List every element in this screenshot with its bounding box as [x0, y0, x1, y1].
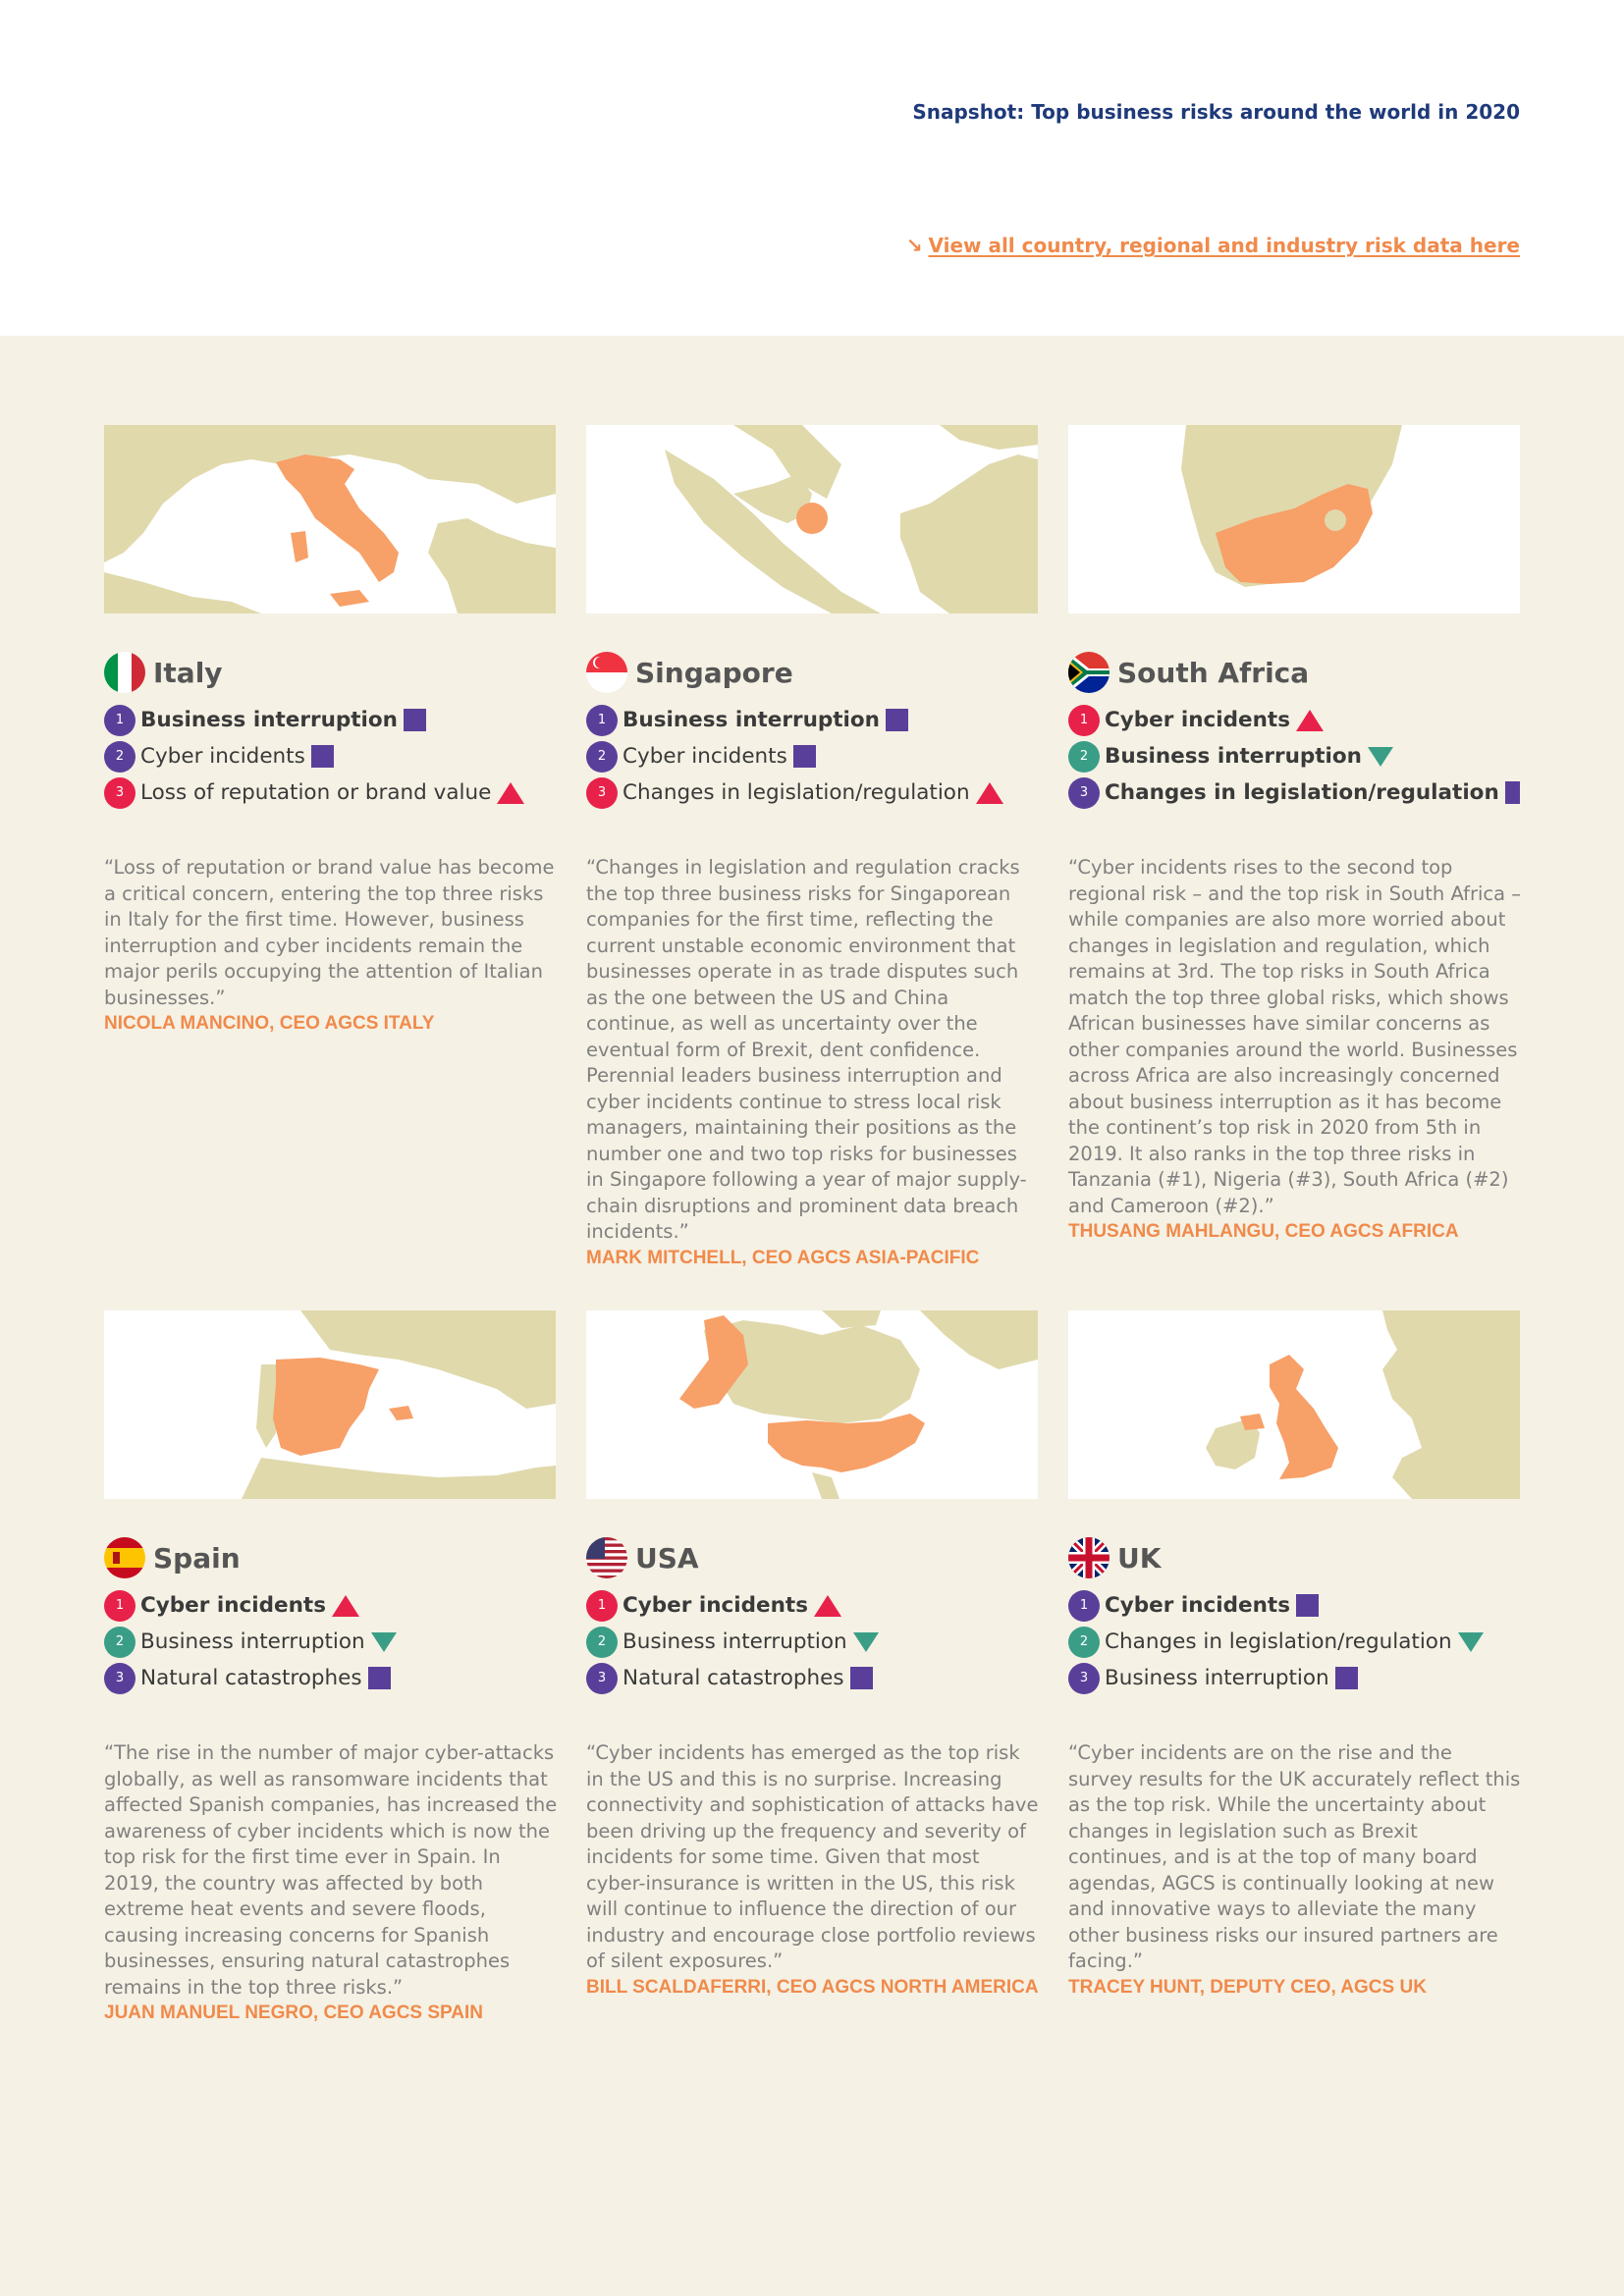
risk-label: Cyber incidents [1105, 708, 1290, 732]
usa-flag-icon [586, 1537, 627, 1578]
spain-map-graphic [104, 1310, 556, 1499]
rank-badge: 1 [1068, 1590, 1100, 1622]
rank-badge: 2 [586, 741, 618, 773]
quote-author: THUSANG MAHLANGU, CEO AGCS AFRICA [1068, 1221, 1459, 1242]
risk-item [586, 702, 1038, 738]
italy-map-graphic [104, 425, 556, 614]
south-africa-map-graphic [1068, 425, 1520, 614]
risk-item [1068, 702, 1520, 738]
risk-label: Cyber incidents [623, 744, 787, 769]
trend-same-icon [1296, 1594, 1319, 1617]
trend-same-icon [311, 745, 334, 768]
risk-label: Cyber incidents [140, 744, 305, 769]
rank-badge: 1 [586, 705, 618, 736]
country-card-spain [104, 1310, 556, 2026]
uk-map [1068, 1310, 1520, 1499]
trend-down-icon [371, 1632, 397, 1652]
rank-badge: 3 [586, 1663, 618, 1694]
risk-label: Business interruption [1105, 744, 1362, 769]
risk-data-link-text[interactable]: View all country, regional and industry risk data here [928, 234, 1520, 257]
risk-list [1068, 702, 1520, 811]
trend-up-icon [497, 782, 524, 804]
country-heading [586, 651, 1038, 694]
quote-author: MARK MITCHELL, CEO AGCS ASIA-PACIFIC [586, 1247, 980, 1268]
trend-down-icon [1458, 1632, 1484, 1652]
page-header [0, 0, 1624, 336]
risk-item [104, 1587, 556, 1624]
rank-badge: 3 [1068, 1663, 1100, 1694]
uk-flag-icon [1068, 1537, 1110, 1578]
trend-up-icon [1296, 710, 1324, 731]
trend-up-icon [332, 1595, 359, 1617]
risk-item [104, 702, 556, 738]
risk-item [586, 1660, 1038, 1696]
risk-list [1068, 1587, 1520, 1696]
risk-list [586, 1587, 1038, 1696]
risk-item [1068, 738, 1520, 774]
trend-up-icon [976, 782, 1003, 804]
trend-down-icon [853, 1632, 879, 1652]
country-name: Singapore [635, 656, 793, 689]
quote-author: BILL SCALDAFERRI, CEO AGCS NORTH AMERICA [586, 1976, 1039, 1998]
rank-badge: 1 [586, 1590, 618, 1622]
quote-text: “Changes in legislation and regulation cracks the top three business risks for Singaporean companies for the first time, reflecting the current unstable economic environment that businesses operate in as trade disputes such as the one between the US and China continue, as well as uncertainty over the eventual form of Brexit, dent confidence. Perennial leaders business interruption and cyber incidents continue to stress local risk managers, maintaining their positions as the number one and two top risks for businesses in Singapore following a year of major supply-chain disruptions and prominent data breach incidents.” [586, 856, 1027, 1243]
country-card-italy [104, 425, 556, 1037]
usa-map [586, 1310, 1038, 1499]
risk-label: Changes in legislation/regulation [1105, 1629, 1452, 1654]
risk-label: Cyber incidents [1105, 1593, 1290, 1618]
rank-badge: 2 [104, 741, 135, 773]
country-heading [104, 651, 556, 694]
trend-same-icon [404, 709, 426, 731]
risk-item [586, 774, 1038, 811]
risk-item [1068, 1587, 1520, 1624]
risk-label: Cyber incidents [140, 1593, 326, 1618]
country-heading [1068, 1536, 1520, 1579]
risk-label: Changes in legislation/regulation [1105, 780, 1499, 805]
page-title: Snapshot: Top business risks around the world in 2020 [912, 100, 1520, 124]
usa-map-graphic [586, 1310, 1038, 1499]
rank-badge: 1 [1068, 705, 1100, 736]
trend-down-icon [1368, 747, 1393, 767]
risk-item [586, 1624, 1038, 1660]
risk-label: Business interruption [1105, 1666, 1329, 1690]
risk-label: Business interruption [140, 1629, 365, 1654]
country-name: USA [635, 1541, 699, 1575]
quote-text: “Cyber incidents has emerged as the top risk in the US and this is no surprise. Increasing connectivity and sophistication of attacks have been driving up the frequency and severity of incidents for some time. Given that most cyber-insurance is written in the US, this risk will continue to influence the direction of our industry and encourage close portfolio reviews of silent exposures.” [586, 1741, 1039, 1972]
rank-badge: 3 [586, 777, 618, 809]
risk-item [104, 774, 556, 811]
country-heading [586, 1536, 1038, 1579]
risk-item [586, 1587, 1038, 1624]
risk-label: Business interruption [623, 708, 880, 732]
arrow-down-right-icon: ↘ [905, 234, 923, 257]
country-name: Spain [153, 1541, 241, 1575]
country-card-singapore [586, 425, 1038, 1271]
uk-map-graphic [1068, 1310, 1520, 1499]
risk-item [1068, 1624, 1520, 1660]
country-card-south-africa [1068, 425, 1520, 1245]
risk-item [586, 738, 1038, 774]
quote-author: JUAN MANUEL NEGRO, CEO AGCS SPAIN [104, 2002, 484, 2023]
rank-badge: 2 [1068, 741, 1100, 773]
risk-item [1068, 774, 1520, 811]
rank-badge: 2 [1068, 1627, 1100, 1658]
trend-same-icon [1335, 1667, 1358, 1689]
rank-badge: 1 [104, 705, 135, 736]
risk-item [104, 1624, 556, 1660]
italy-flag-icon [104, 652, 145, 693]
country-heading [104, 1536, 556, 1579]
rank-badge: 2 [104, 1627, 135, 1658]
risk-item [1068, 1660, 1520, 1696]
risk-item [104, 738, 556, 774]
country-name: UK [1117, 1541, 1162, 1575]
risk-label: Natural catastrophes [623, 1666, 844, 1690]
country-card-uk [1068, 1310, 1520, 2001]
italy-map [104, 425, 556, 614]
quote-text: “Cyber incidents are on the rise and the survey results for the UK accurately reflect this as the top risk. While the uncertainty about changes in legislation such as Brexit continues, and is at the top of many board agendas, AGCS is continually looking at new and innovative ways to alleviate the many other business risks our insured partners are facing.” [1068, 1741, 1521, 1972]
risk-label: Business interruption [140, 708, 398, 732]
singapore-map-graphic [586, 425, 1038, 614]
country-heading [1068, 651, 1520, 694]
country-name: Italy [153, 656, 223, 689]
quote-author: TRACEY HUNT, DEPUTY CEO, AGCS UK [1068, 1976, 1427, 1998]
singapore-flag-icon [586, 652, 627, 693]
risk-list [104, 1587, 556, 1696]
rank-badge: 1 [104, 1590, 135, 1622]
trend-same-icon [1505, 781, 1520, 804]
spain-map [104, 1310, 556, 1499]
risk-item [104, 1660, 556, 1696]
rank-badge: 3 [104, 777, 135, 809]
singapore-map [586, 425, 1038, 614]
trend-same-icon [368, 1667, 391, 1689]
risk-label: Changes in legislation/regulation [623, 780, 970, 805]
rank-badge: 3 [104, 1663, 135, 1694]
risk-label: Business interruption [623, 1629, 847, 1654]
country-card-usa [586, 1310, 1038, 2001]
south-africa-flag-icon [1068, 652, 1110, 693]
quote-text: “Loss of reputation or brand value has become a critical concern, entering the top three risks in Italy for the first time. However, business interruption and cyber incidents remain the major perils occupying the attention of Italian businesses.” [104, 856, 555, 1009]
country-name: South Africa [1117, 656, 1310, 689]
risk-label: Natural catastrophes [140, 1666, 362, 1690]
trend-up-icon [814, 1595, 841, 1617]
risk-label: Loss of reputation or brand value [140, 780, 492, 805]
rank-badge: 2 [586, 1627, 618, 1658]
trend-same-icon [850, 1667, 873, 1689]
risk-label: Cyber incidents [623, 1593, 808, 1618]
risk-data-link[interactable] [906, 234, 1520, 257]
quote-author: NICOLA MANCINO, CEO AGCS ITALY [104, 1013, 435, 1034]
risk-list [104, 702, 556, 811]
quote-text: “The rise in the number of major cyber-attacks globally, as well as ransomware incidents that affected Spanish companies, has increased the awareness of cyber incidents which is now the top risk for the first time ever in Spain. In 2019, the country was affected by both extreme heat events and severe floods, causing increasing concerns for Spanish businesses, ensuring natural catastrophes remains in the top three risks.” [104, 1741, 558, 1999]
spain-flag-icon [104, 1537, 145, 1578]
quote-text: “Cyber incidents rises to the second top regional risk – and the top risk in South Africa – while companies are also more worried about changes in legislation and regulation, which remains at 3rd. The top risks in South Africa match the top three global risks, which shows African businesses have similar concerns as other companies around the world. Businesses across Africa are also increasingly concerned about business interruption as it has become the continent’s top risk in 2020 from 5th in 2019. It also ranks in the top three risks in Tanzania (#1), Nigeria (#3), South Africa (#2) and Cameroon (#2).” [1068, 856, 1522, 1217]
rank-badge: 3 [1068, 777, 1100, 809]
trend-same-icon [793, 745, 816, 768]
trend-same-icon [886, 709, 908, 731]
south-africa-map [1068, 425, 1520, 614]
risk-list [586, 702, 1038, 811]
